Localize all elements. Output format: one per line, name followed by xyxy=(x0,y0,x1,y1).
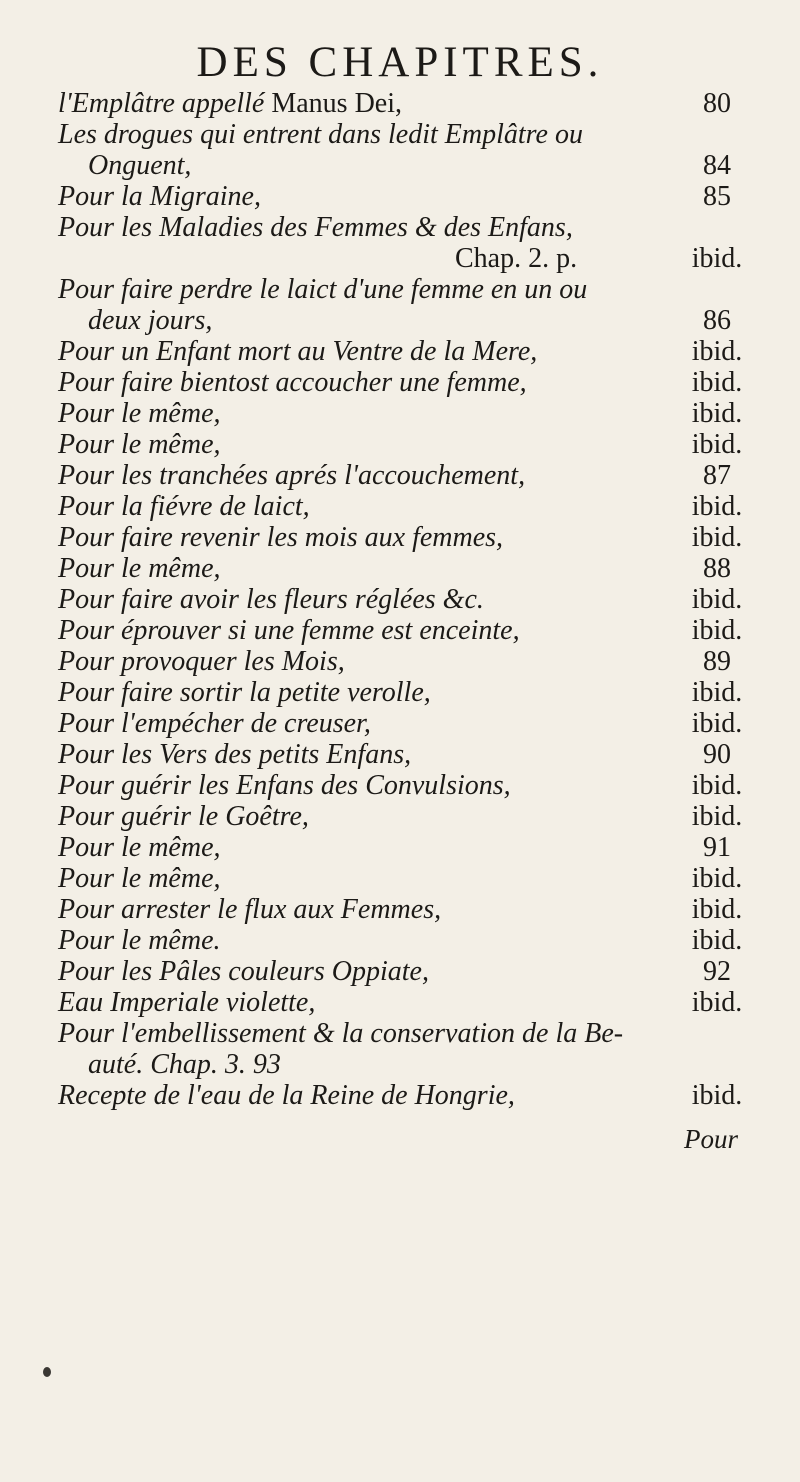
entry-page: ibid. xyxy=(691,863,743,894)
entry-label: Pour guérir les Enfans des Convulsions, xyxy=(58,770,511,801)
entry-label: Onguent, xyxy=(88,150,192,181)
list-item xyxy=(0,491,800,522)
entry-label: Pour le même, xyxy=(58,429,221,460)
list-item xyxy=(0,1018,800,1049)
entry-label: Pour faire sortir la petite verolle, xyxy=(58,677,431,708)
list-item xyxy=(0,243,800,274)
list-item xyxy=(0,336,800,367)
entry-label: Pour les Pâles couleurs Oppiate, xyxy=(58,956,429,987)
list-item xyxy=(0,150,800,181)
entry-label: deux jours, xyxy=(88,305,213,336)
entry-label: Recepte de l'eau de la Reine de Hongrie, xyxy=(58,1080,515,1111)
entry-label: Pour les Maladies des Femmes & des Enfans, xyxy=(58,212,573,243)
entry-page: 90 xyxy=(703,739,731,770)
entry-label: Pour les tranchées aprés l'accouchement, xyxy=(58,460,526,491)
list-item xyxy=(0,646,800,677)
entry-page: 88 xyxy=(703,553,731,584)
entry-label: Pour le même, xyxy=(58,398,221,429)
entry-label: Pour faire avoir les fleurs réglées &c. xyxy=(58,584,484,615)
list-item xyxy=(0,677,800,708)
entry-label-roman: Manus Dei, xyxy=(271,88,403,119)
entry-page: ibid. xyxy=(691,584,743,615)
entry-label: Pour éprouver si une femme est enceinte, xyxy=(58,615,520,646)
list-item xyxy=(0,894,800,925)
entry-page: 80 xyxy=(703,88,731,119)
list-item xyxy=(0,739,800,770)
list-item xyxy=(0,429,800,460)
entry-page: 91 xyxy=(703,832,731,863)
entry-label: Pour l'embellissement & la conservation de la Be- xyxy=(58,1018,624,1049)
entry-label: Pour le même, xyxy=(58,553,221,584)
entry-label: Pour les Vers des petits Enfans, xyxy=(58,739,412,770)
entry-page: ibid. xyxy=(691,367,743,398)
list-item xyxy=(0,553,800,584)
entry-label: Pour la Migraine, xyxy=(58,181,261,212)
entry-page: 84 xyxy=(703,150,731,181)
list-item xyxy=(0,801,800,832)
list-item xyxy=(0,708,800,739)
table-of-contents xyxy=(0,88,800,1111)
list-item xyxy=(0,770,800,801)
entry-page: 89 xyxy=(703,646,731,677)
entry-label: Pour faire revenir les mois aux femmes, xyxy=(58,522,504,553)
list-item xyxy=(0,956,800,987)
list-item xyxy=(0,1080,800,1111)
entry-label: Eau Imperiale violette, xyxy=(58,987,316,1018)
entry-label: Pour guérir le Goêtre, xyxy=(58,801,309,832)
entry-page: ibid. xyxy=(691,894,743,925)
entry-page: ibid. xyxy=(691,801,743,832)
list-item xyxy=(0,305,800,336)
list-item xyxy=(0,584,800,615)
entry-label: Pour provoquer les Mois, xyxy=(58,646,345,677)
entry-label: Pour faire perdre le laict d'une femme en un ou xyxy=(58,274,588,305)
entry-page: ibid. xyxy=(691,243,743,274)
entry-label: Pour arrester le flux aux Femmes, xyxy=(58,894,442,925)
entry-page: ibid. xyxy=(691,1080,743,1111)
entry-page: 86 xyxy=(703,305,731,336)
entry-page: ibid. xyxy=(691,987,743,1018)
entry-label: Pour la fiévre de laict, xyxy=(58,491,310,522)
entry-page: 92 xyxy=(703,956,731,987)
entry-label: auté. Chap. 3. 93 xyxy=(88,1049,281,1080)
entry-label: Pour le même, xyxy=(58,863,221,894)
entry-page: 87 xyxy=(703,460,731,491)
list-item xyxy=(0,88,800,119)
catchword: Pour xyxy=(684,1124,738,1154)
entry-page: ibid. xyxy=(691,522,743,553)
list-item xyxy=(0,615,800,646)
entry-page: ibid. xyxy=(691,491,743,522)
entry-label: l'Emplâtre appellé xyxy=(58,88,265,119)
entry-page: ibid. xyxy=(691,336,743,367)
entry-page: 85 xyxy=(703,181,731,212)
list-item xyxy=(0,119,800,150)
list-item xyxy=(0,181,800,212)
ink-spot xyxy=(43,1367,51,1377)
list-item xyxy=(0,212,800,243)
page-title: DES CHAPITRES. xyxy=(196,39,604,86)
entry-page: ibid. xyxy=(691,770,743,801)
list-item xyxy=(0,460,800,491)
entry-page: ibid. xyxy=(691,708,743,739)
entry-label: Pour faire bientost accoucher une femme, xyxy=(58,367,527,398)
entry-page: ibid. xyxy=(691,398,743,429)
list-item xyxy=(0,522,800,553)
list-item xyxy=(0,863,800,894)
entry-page: ibid. xyxy=(691,925,743,956)
list-item xyxy=(0,398,800,429)
entry-page: ibid. xyxy=(691,677,743,708)
entry-label: Chap. 2. p. xyxy=(455,243,578,274)
list-item xyxy=(0,987,800,1018)
list-item xyxy=(0,1049,800,1080)
entry-label: Pour un Enfant mort au Ventre de la Mere, xyxy=(58,336,538,367)
list-item xyxy=(0,274,800,305)
entry-label: Pour l'empécher de creuser, xyxy=(58,708,371,739)
entry-page: ibid. xyxy=(691,429,743,460)
entry-page: ibid. xyxy=(691,615,743,646)
list-item xyxy=(0,367,800,398)
entry-label: Pour le même. xyxy=(58,925,221,956)
entry-label: Pour le même, xyxy=(58,832,221,863)
list-item xyxy=(0,832,800,863)
list-item xyxy=(0,925,800,956)
entry-label: Les drogues qui entrent dans ledit Emplâtre ou xyxy=(58,119,583,150)
